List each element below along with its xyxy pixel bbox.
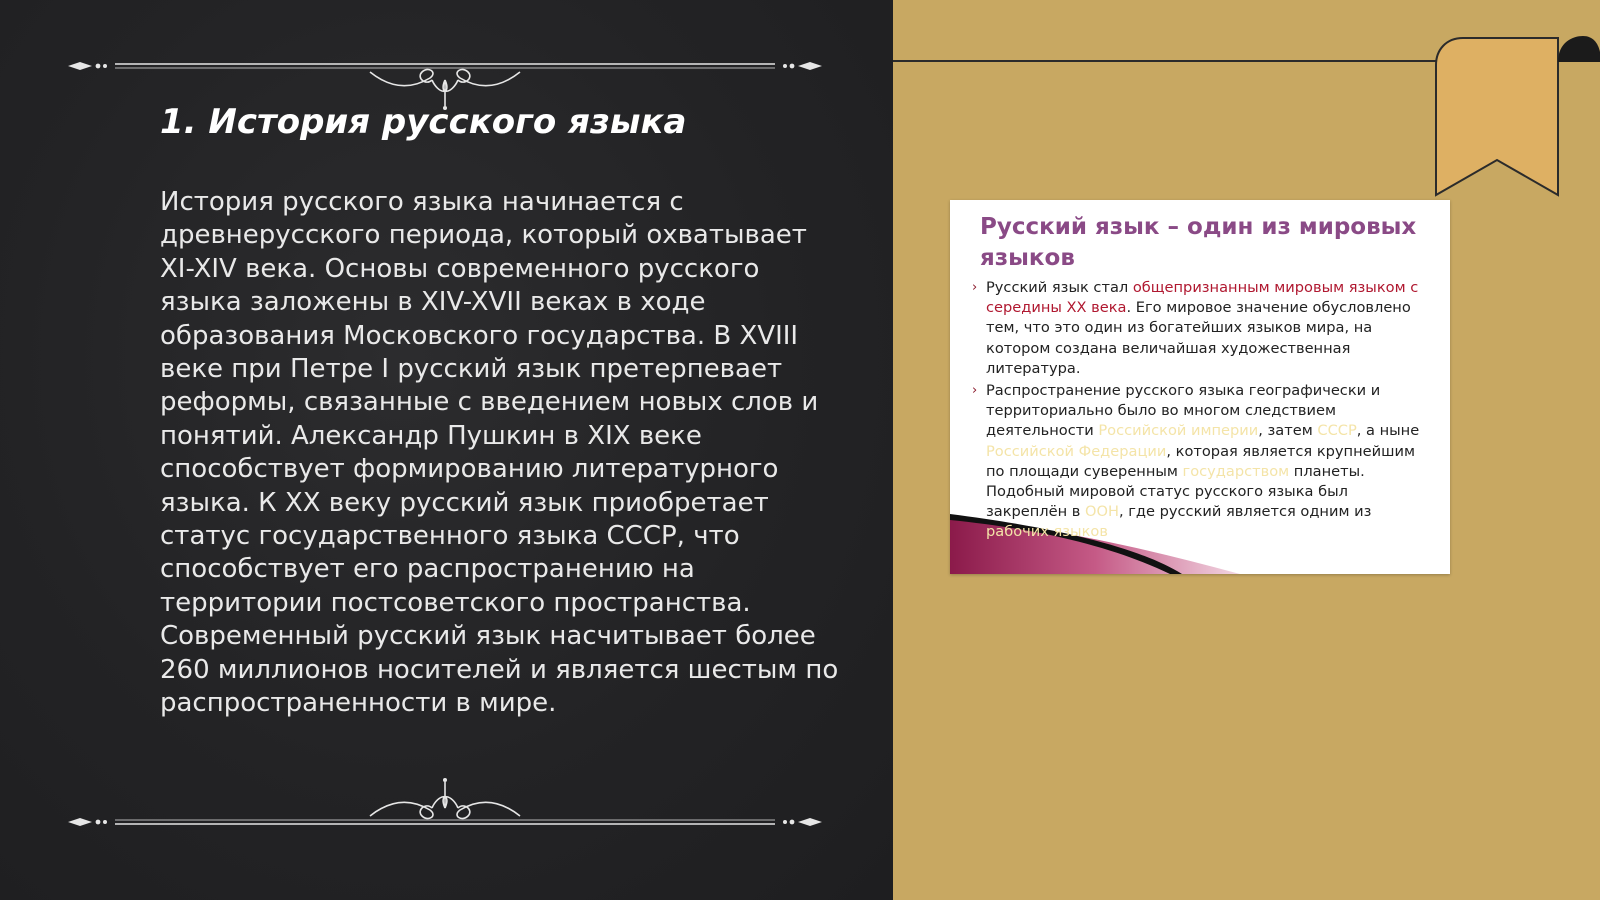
item2-text: планеты. Подобный мировой статус русского языка был закреплён в [986,462,1365,521]
ornament-divider-icon [60,770,830,840]
link-russian-empire[interactable]: Российской империи [1098,422,1259,440]
ornament-divider-icon [60,40,830,110]
item2-text: , которая является крупнейшим по площади суверенным [986,442,1415,480]
card-bullet-list [972,278,1432,545]
link-working-languages[interactable]: рабочих языков [986,523,1108,541]
link-russian-federation[interactable]: Российской Федерации [986,442,1167,460]
item1-prefix: Русский язык стал [986,279,1133,296]
list-item [972,381,1432,543]
slide-title: 1. История русского языка [160,102,687,142]
item2-text: , а ныне [1356,422,1420,440]
slide-body-text: История русского языка начинается с древнерусского периода, который охватывает XI-XIV века. Основы современного русского языка заложены в XIV-XVII веках в ходе образования Московского государства. В XVIII веке при Петре I русский язык претерпевает реформы, связанные с введением новых слов и понятий. Александр Пушкин в XIX веке способствует формированию литературного языка. К XX веку русский язык приобретает статус государственного языка СССР, что способствует его распространению на территории постсоветского пространства. Современный русский язык насчитывает более 260 миллионов носителей и является шестым по распространенности в мире. [160,187,839,719]
bullet-arrow-icon: › [972,280,978,295]
item2-text: , затем [1258,422,1318,440]
link-ussr[interactable]: СССР [1317,422,1357,440]
item1-suffix: . Его мировое значение обусловлено тем, что это один из богатейших языков мира, на котором создана величайшая художественная литература. [986,299,1411,377]
list-item [972,278,1432,379]
link-state[interactable]: государством [1182,462,1290,480]
item2-text: Распространение русского языка географически и территориально было во многом следствием деятельности [986,382,1381,440]
item1-highlight: общепризнанным мировым языком с середины XX века [986,279,1419,317]
link-un[interactable]: ООН [1085,503,1119,521]
embedded-slide-card [950,200,1450,574]
card-title: Русский язык – один из мировых языков [980,214,1417,271]
bookmark-ribbon-icon [893,0,1600,210]
item2-text: , где русский является одним из [1118,503,1372,521]
bullet-arrow-icon: › [972,383,978,399]
